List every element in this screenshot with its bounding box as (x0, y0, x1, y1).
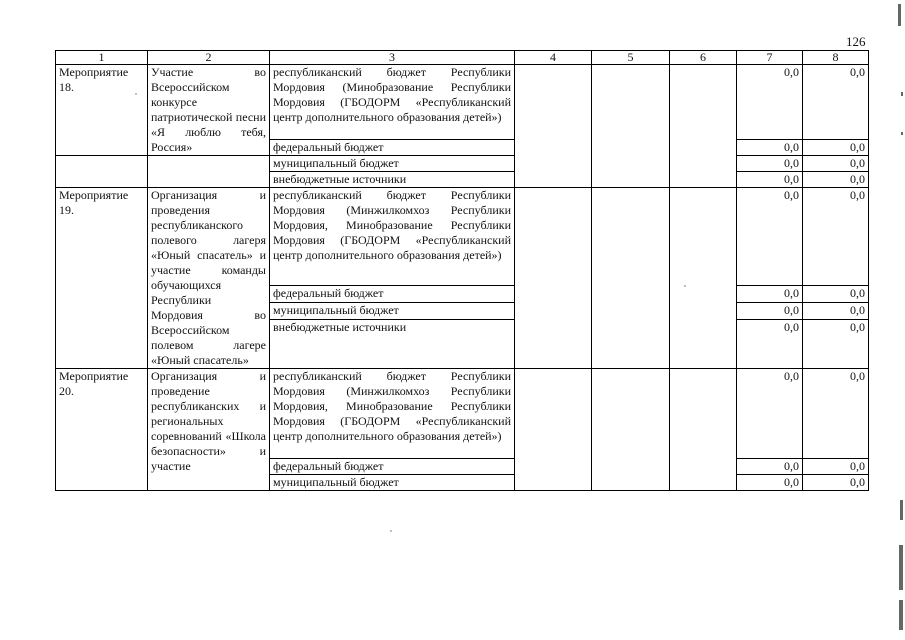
funding-source-cell: муниципальный бюджет (270, 475, 515, 491)
value-cell: 0,0 (803, 369, 869, 459)
column-header: 2 (148, 51, 270, 65)
column-header: 8 (803, 51, 869, 65)
funding-source-cell: муниципальный бюджет (270, 156, 515, 172)
funding-source-cell: муниципальный бюджет (270, 302, 515, 319)
value-cell: 0,0 (737, 459, 803, 475)
value-cell: 0,0 (737, 172, 803, 188)
funding-source-cell: республиканский бюджет Республики Мордовия (Минобразование Республики Мордовия (ГБОДОРМ «Республиканский центр дополнительного образования детей») (270, 65, 515, 140)
table-row (56, 156, 869, 172)
value-cell: 0,0 (737, 369, 803, 459)
value-cell: 0,0 (803, 156, 869, 172)
table-cell (515, 369, 592, 491)
budget-table (55, 50, 869, 491)
scan-dot (684, 285, 686, 287)
scan-artifacts (892, 0, 905, 640)
value-cell: 0,0 (803, 302, 869, 319)
value-cell: 0,0 (737, 65, 803, 140)
value-cell: 0,0 (737, 140, 803, 156)
funding-source-cell: республиканский бюджет Республики Мордовия (Минжилкомхоз Республики Мордовия, Минобразование Республики Мордовия (ГБОДОРМ «Республиканский центр дополнительного образования детей») (270, 369, 515, 459)
column-header: 3 (270, 51, 515, 65)
column-header: 4 (515, 51, 592, 65)
value-cell: 0,0 (737, 320, 803, 369)
funding-source-cell: республиканский бюджет Республики Мордовия (Минжилкомхоз Республики Мордовия, Минобразование Республики Мордовия (ГБОДОРМ «Республиканский центр дополнительного образования детей») (270, 188, 515, 286)
table-cell (670, 65, 737, 188)
column-header: 7 (737, 51, 803, 65)
value-cell: 0,0 (737, 156, 803, 172)
value-cell: 0,0 (803, 188, 869, 286)
column-header: 1 (56, 51, 148, 65)
table-cell (592, 369, 670, 491)
value-cell: 0,0 (737, 475, 803, 491)
value-cell: 0,0 (803, 140, 869, 156)
funding-source-cell: внебюджетные источники (270, 172, 515, 188)
scan-dot (135, 93, 137, 95)
table-cell (670, 188, 737, 369)
measure-id-cell: Мероприятие 20. (56, 369, 148, 491)
table-cell (148, 156, 270, 188)
table-row (56, 188, 869, 286)
table-cell (515, 188, 592, 369)
value-cell: 0,0 (803, 459, 869, 475)
table-row (56, 369, 869, 459)
funding-source-cell: федеральный бюджет (270, 285, 515, 302)
funding-source-cell: федеральный бюджет (270, 140, 515, 156)
measure-name-cell: Организация и проведение республиканских и региональных соревнований «Школа безопасности» и участие (148, 369, 270, 491)
value-cell: 0,0 (803, 320, 869, 369)
value-cell: 0,0 (737, 285, 803, 302)
funding-source-cell: внебюджетные источники (270, 320, 515, 369)
measure-name-cell: Участие во Всероссийском конкурсе патриотической песни «Я люблю тебя, Россия» (148, 65, 270, 156)
scan-dot (390, 530, 392, 532)
table-cell (592, 188, 670, 369)
table-cell (592, 65, 670, 188)
funding-source-cell: федеральный бюджет (270, 459, 515, 475)
value-cell: 0,0 (803, 172, 869, 188)
table-row (56, 65, 869, 140)
column-header: 5 (592, 51, 670, 65)
value-cell: 0,0 (803, 285, 869, 302)
value-cell: 0,0 (803, 65, 869, 140)
measure-name-cell: Организация и проведения республиканского полевого лагеря «Юный спасатель» и участие команды обучающихся Республики Мордовия во Всероссийском полевом лагере «Юный спасатель» (148, 188, 270, 369)
table-cell (670, 369, 737, 491)
table-cell (515, 65, 592, 188)
table-cell (56, 156, 148, 188)
page-number: 126 (846, 34, 866, 49)
column-header: 6 (670, 51, 737, 65)
measure-id-cell: Мероприятие 19. (56, 188, 148, 369)
measure-id-cell: Мероприятие 18. (56, 65, 148, 156)
header-row (56, 51, 869, 65)
value-cell: 0,0 (737, 302, 803, 319)
value-cell: 0,0 (737, 188, 803, 286)
value-cell: 0,0 (803, 475, 869, 491)
